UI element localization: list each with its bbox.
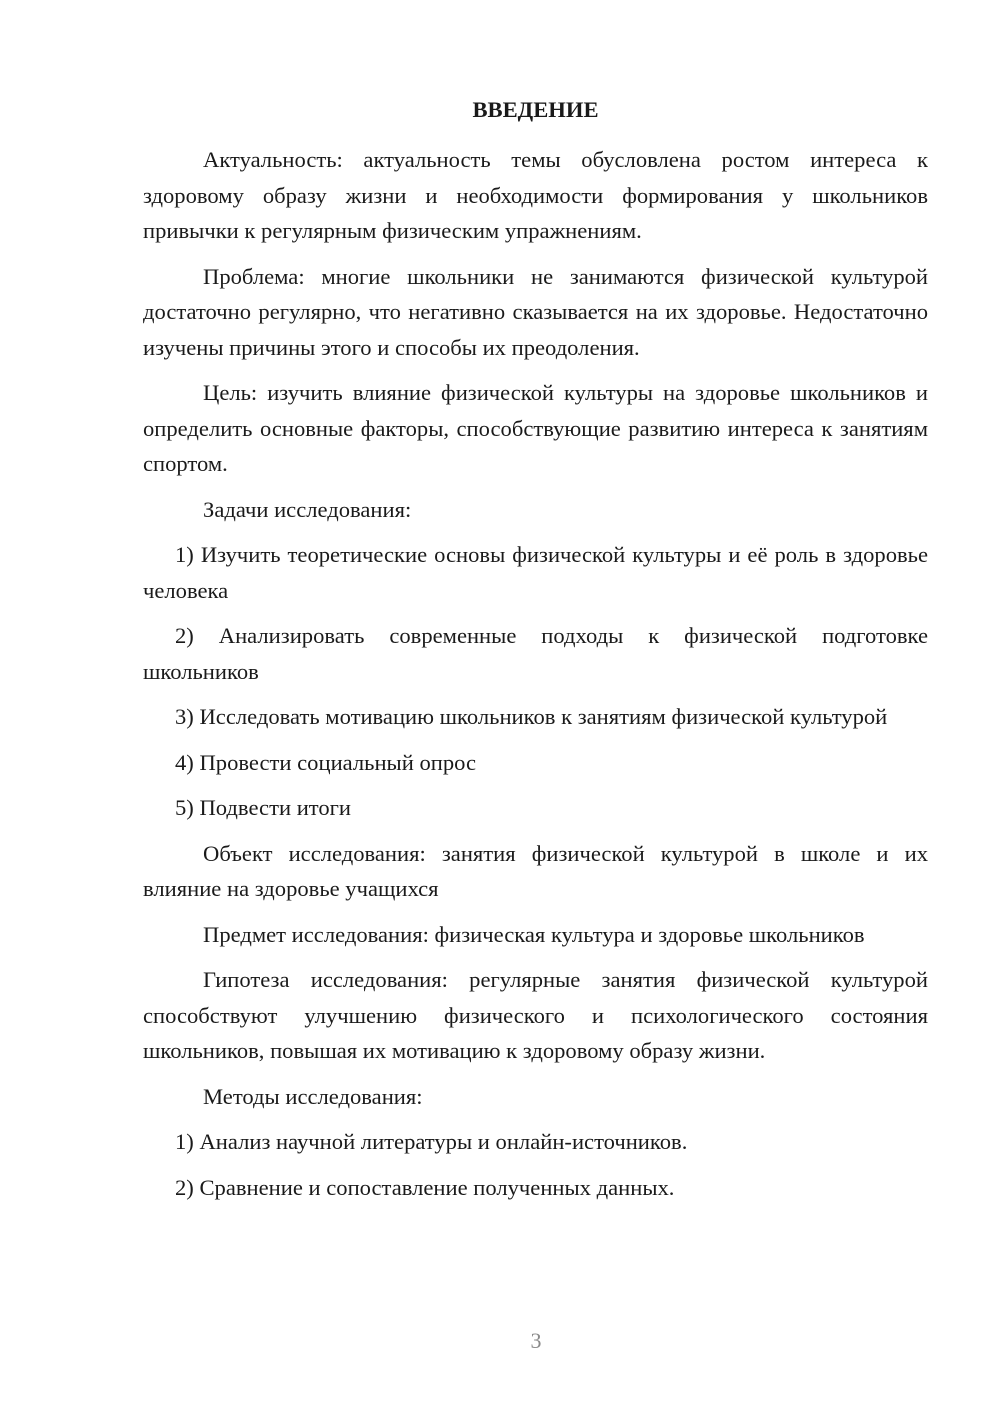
relevance-paragraph: Актуальность: актуальность темы обусловлена ростом интереса к здоровому образу жизни и необходимости формирования у школьников привычки к регулярным физическим упражнениям. — [143, 147, 928, 243]
page-number: 3 — [530, 1328, 542, 1353]
object-paragraph: Объект исследования: занятия физической культурой в школе и их влияние на здоровье учащихся — [143, 840, 928, 901]
body-text — [143, 142, 928, 1205]
methods-heading: Методы исследования: — [203, 1083, 423, 1109]
goal-paragraph: Цель: изучить влияние физической культуры на здоровье школьников и определить основные факторы, способствующие развитию интереса к занятиям спортом. — [143, 380, 928, 476]
tasks-heading: Задачи исследования: — [203, 496, 412, 522]
task-item-1: 1) Изучить теоретические основы физической культуры и её роль в здоровье человека — [143, 542, 928, 603]
method-item-1: 1) Анализ научной литературы и онлайн-источников. — [175, 1129, 688, 1154]
task-item-4: 4) Провести социальный опрос — [175, 749, 477, 775]
problem-paragraph: Проблема: многие школьники не занимаются физической культурой достаточно регулярно, что негативно сказывается на их здоровье. Недостаточно изучены причины этого и способы их преодоления. — [143, 263, 928, 360]
task-item-2: 2) Анализировать современные подходы к физической подготовке школьников — [143, 623, 928, 684]
task-item-5: 5) Подвести итоги — [175, 795, 352, 820]
page-heading: ВВЕДЕНИЕ — [472, 97, 599, 122]
method-item-2: 2) Сравнение и сопоставление полученных данных. — [175, 1174, 675, 1200]
hypothesis-paragraph: Гипотеза исследования: регулярные занятия физической культурой способствуют улучшению физического и психологического состояния школьников, повышая их мотивацию к здоровому образу жизни. — [143, 967, 928, 1063]
task-item-3: 3) Исследовать мотивацию школьников к занятиям физической культурой — [175, 704, 888, 729]
subject-paragraph: Предмет исследования: физическая культура и здоровье школьников — [203, 921, 865, 947]
